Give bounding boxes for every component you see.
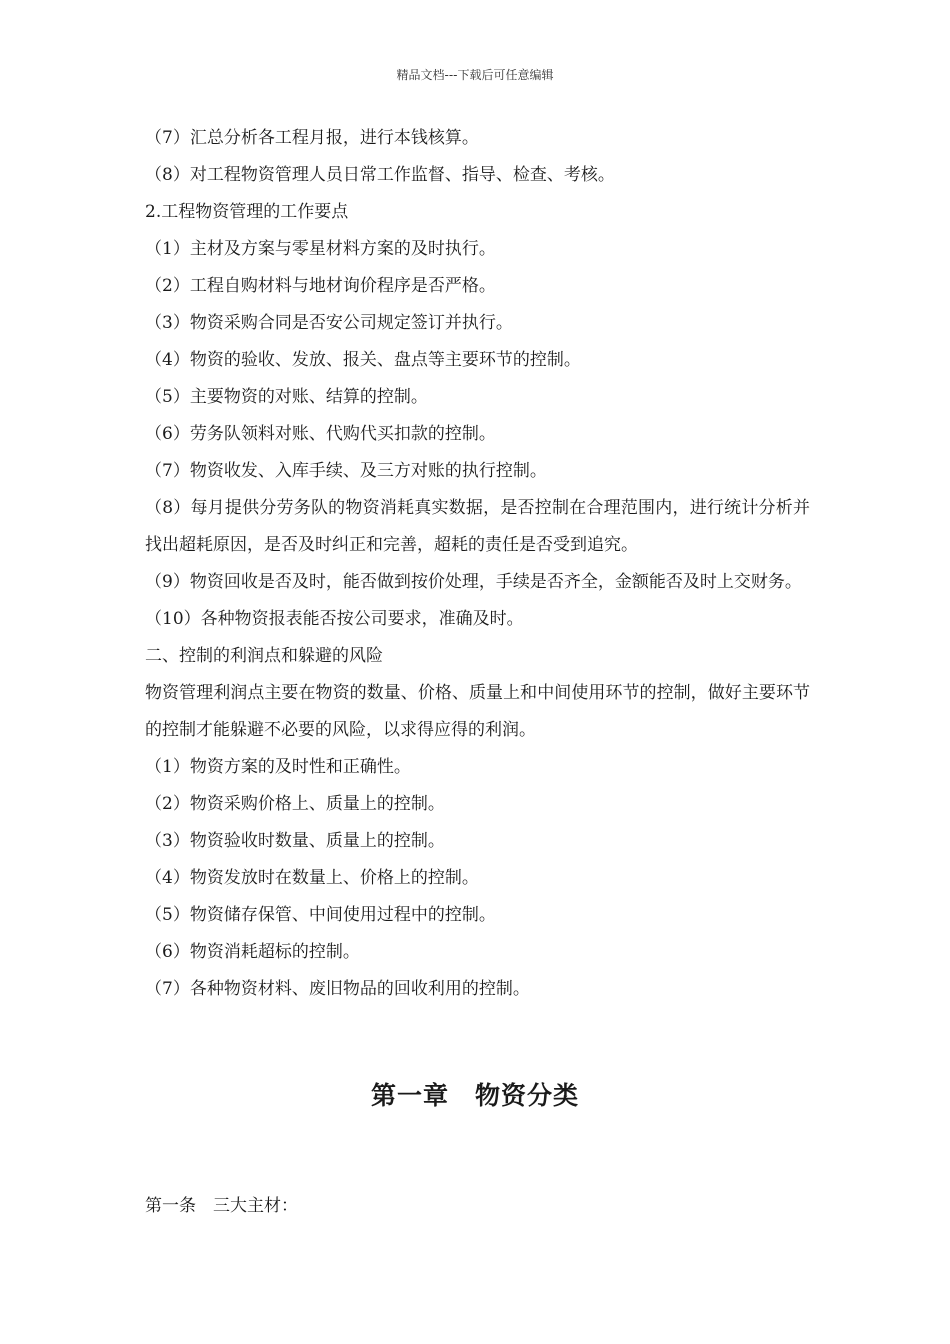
list-item-paragraph: （8）每月提供分劳务队的物资消耗真实数据，是否控制在合理范围内，进行统计分析并找出超耗原因，是否及时纠正和完善，超耗的责任是否受到追究。 bbox=[145, 498, 810, 555]
list-item: （1）物资方案的及时性和正确性。 bbox=[145, 757, 411, 777]
article-heading: 第一条 三大主材： bbox=[145, 1196, 298, 1216]
list-item: （5）物资储存保管、中间使用过程中的控制。 bbox=[145, 905, 496, 925]
list-item: （1）主材及方案与零星材料方案的及时执行。 bbox=[145, 239, 496, 259]
section-heading: 2.工程物资管理的工作要点 bbox=[145, 202, 349, 222]
list-item: （5）主要物资的对账、结算的控制。 bbox=[145, 387, 428, 407]
list-item: （6）物资消耗超标的控制。 bbox=[145, 942, 360, 962]
list-item: （7）汇总分析各工程月报，进行本钱核算。 bbox=[145, 128, 479, 148]
list-item: （8）对工程物资管理人员日常工作监督、指导、检查、考核。 bbox=[145, 165, 615, 185]
list-item: （7）各种物资材料、废旧物品的回收利用的控制。 bbox=[145, 979, 530, 999]
section-heading: 二、控制的利润点和躲避的风险 bbox=[145, 646, 383, 666]
list-item: （10）各种物资报表能否按公司要求，准确及时。 bbox=[145, 609, 524, 629]
list-item: （4）物资的验收、发放、报关、盘点等主要环节的控制。 bbox=[145, 350, 581, 370]
list-item: （2）工程自购材料与地材询价程序是否严格。 bbox=[145, 276, 496, 296]
page-header: 精品文档---下载后可任意编辑 bbox=[396, 68, 554, 82]
list-item: （4）物资发放时在数量上、价格上的控制。 bbox=[145, 868, 479, 888]
list-item: （3）物资采购合同是否安公司规定签订并执行。 bbox=[145, 313, 513, 333]
list-item: （2）物资采购价格上、质量上的控制。 bbox=[145, 794, 445, 814]
list-item: （3）物资验收时数量、质量上的控制。 bbox=[145, 831, 445, 851]
list-item: （6）劳务队领料对账、代购代买扣款的控制。 bbox=[145, 424, 496, 444]
document-body bbox=[145, 120, 810, 1008]
chapter-title: 第一章 物资分类 bbox=[370, 1081, 579, 1110]
list-item: （7）物资收发、入库手续、及三方对账的执行控制。 bbox=[145, 461, 547, 481]
section-intro-paragraph: 物资管理利润点主要在物资的数量、价格、质量上和中间使用环节的控制，做好主要环节的控制才能躲避不必要的风险，以求得应得的利润。 bbox=[145, 683, 810, 740]
list-item-paragraph: （9）物资回收是否及时，能否做到按价处理，手续是否齐全，金额能否及时上交财务。 bbox=[145, 572, 802, 592]
